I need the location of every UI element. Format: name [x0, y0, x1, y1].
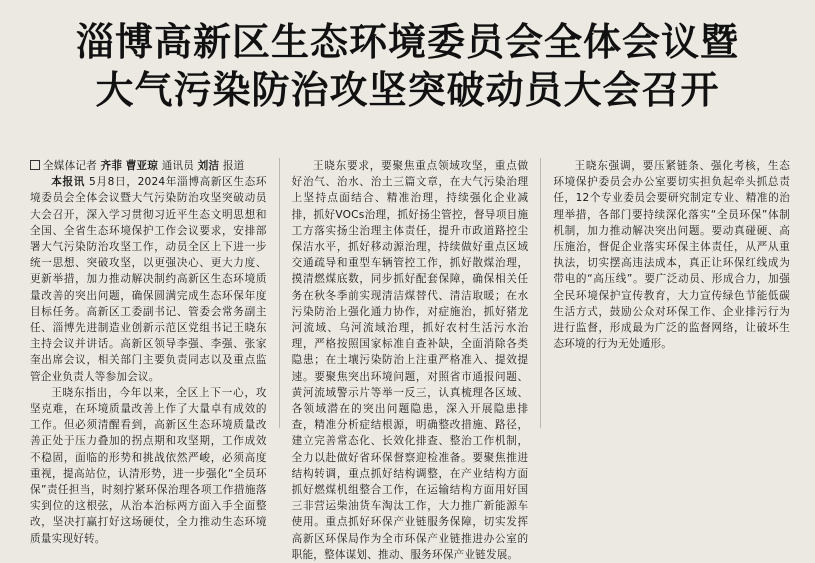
- column-2: [279, 158, 529, 561]
- paragraph-3: 王晓东要求，要聚焦重点领域攻坚，重点做好治气、治水、治土三篇文章，在大气污染治理上坚持点面结合、精准治理，持续强化企业减排，抓好VOCs治理，抓好扬尘管控，督导项目施工方落实扬尘治理主体责任，提升市政道路控尘保洁水平，抓好移动源治理，持续做好重点区域交通疏导和重型车辆管控工作，抓好散煤治理，摸清燃煤底数，同步抓好配套保障，确保相关任务在秋冬季前实现清洁煤替代、清洁取暖；在水污染防治上强化通力协作，对症施治，抓好猪龙河流域、乌河流域治理，抓好农村生活污水治理，严格按照国家标准自查补缺，全面消除各类隐患；在土壤污染防治上注重严格准入、提效提速。要聚焦突出环境问题，对照省市通报问题、黄河流域警示片等举一反三，认真梳理各区域、各领域潜在的突出问题隐患，深入开展隐患排查，精准分析症结根源，明确整改措施、路径，建立完善常态化、长效化排查、整治工作机制，全力以赴做好省环保督察迎检准备。要聚焦推进结构转调，重点抓好结构调整，在产业结构方面抓好燃煤机组整合工作，在运输结构方面用好国三非营运柴油货车淘汰工作，大力推广新能源车使用。重点抓好环保产业链服务保障，切实发挥高新区环保局作为全市环保产业链推进办公室的职能，整体谋划、推动、服务环保产业链发展。: [291, 160, 529, 561]
- byline: [30, 158, 267, 174]
- byline-role: 通讯员: [161, 160, 195, 172]
- reporter-name: 齐菲: [100, 160, 123, 172]
- lead-tag: 本报讯: [51, 176, 85, 189]
- byline-prefix: 全媒体记者: [43, 160, 97, 172]
- checkbox-square-icon: [30, 160, 40, 170]
- headline: [0, 18, 815, 114]
- column-3: [540, 158, 790, 428]
- article-body: [30, 158, 791, 561]
- byline-suffix: 报道: [222, 160, 245, 172]
- paragraph-4: 王晓东强调，要压紧链条、强化考核，生态环境保护委员会办公室要切实担负起牵头抓总责任，12个专业委员会要研究制定专业、精准的治理举措，各部门要持续深化落实“全员环保”体制机制，加力推动解决突出问题。要动真碰硬、高压施治，督促企业落实环保主体责任，从严从重执法，切实摆高违法成本，真正让环保红线成为带电的“高压线”。要广泛动员、形成合力，加强全民环境保护宣传教育，大力宣传绿色节能低碳生活方式，鼓励公众对环保工作、企业排污行为进行监督，形成最为广泛的监督网络，让破坏生态环境的行为无处遁形。: [553, 160, 791, 351]
- reporter-name: 曹亚琼: [125, 160, 159, 172]
- headline-line-1: 淄博高新区生态环境委员会全体会议暨: [75, 20, 739, 64]
- column-1: [30, 158, 267, 545]
- paragraph-1-text: 5月8日，2024年淄博高新区生态环境委员会全体会议暨大气污染防治攻坚突破动员大会召开，深入学习贯彻习近平生态文明思想和全国、全省生态环境保护工作会议要求，安排部署大气污染防治攻坚工作，动员全区上下进一步统一思想、突破攻坚，以更强决心、更大力度、更新举措，加力推动解决制约高新区生态环境质量改善的突出问题，确保圆满完成生态环保年度目标任务。高新区工委副书记、管委会常务副主任、淄博先进制造业创新示范区党组书记王晓东主持会议并讲话。高新区领导李强、李强、张家奎出席会议，相关部门主要负责同志以及重点监管企业负责人等参加会议。: [30, 176, 267, 383]
- paragraph-2: 王晓东指出，今年以来，全区上下一心，攻坚克难，在环境质量改善上作了大量卓有成效的工作。但必须清醒看到，高新区生态环境质量改善正处于压力叠加的拐点期和攻坚期，工作成效不稳固，面临的形势和挑战依然严峻，必须高度重视，提高站位，认清形势，进一步强化“全员环保”责任担当，时刻拧紧环保治理各项工作措施落实到位的这根弦，从治本治标两方面入手全面整改，坚决打赢打好这场硬仗，全力推动生态环境质量实现好转。: [30, 386, 267, 545]
- reporter-name: 刘洁: [197, 160, 220, 172]
- headline-line-2: 大气污染防治攻坚突破动员大会召开: [95, 68, 720, 112]
- paragraph-1: [30, 174, 267, 385]
